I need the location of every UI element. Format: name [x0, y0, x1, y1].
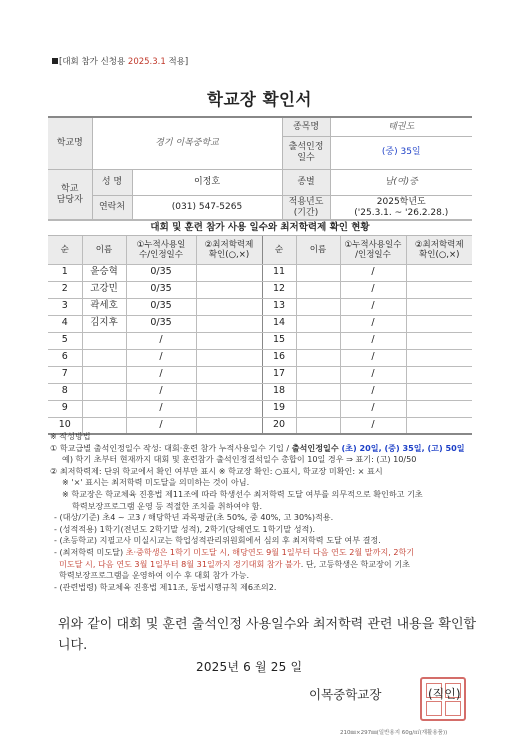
guide-line-13: - (관련법령) 학교체육 진흥법 제11조, 동법시행규칙 제6조의2. [54, 581, 277, 592]
table-row [48, 383, 472, 400]
days-used: / [340, 417, 406, 434]
principal-name: 이목중학교장 [309, 687, 382, 702]
row-number: 6 [48, 349, 82, 366]
academic-check [406, 400, 472, 417]
days-used: 0/35 [126, 281, 196, 298]
days-used: / [126, 417, 196, 434]
col-header-days-right-line2: /인정일수 [355, 249, 391, 260]
section-title: 대회 및 훈련 참가 사용 일수와 최저학력제 확인 현황 [48, 219, 472, 236]
row-number: 20 [262, 417, 296, 434]
col-header-academic-right-line2: 확인(○,×) [419, 249, 460, 260]
academic-check [196, 366, 262, 383]
guide-line-1 [50, 443, 490, 455]
row-number: 12 [262, 281, 296, 298]
athlete-name [296, 400, 340, 417]
days-label [282, 136, 330, 169]
col-header-no: 순 [48, 236, 82, 264]
school-value: 경기 이목중학교 [92, 117, 282, 169]
athlete-name: 김지후 [82, 315, 126, 332]
row-number: 7 [48, 366, 82, 383]
athlete-name: 곽세호 [82, 298, 126, 315]
athlete-name [82, 349, 126, 366]
days-used: / [340, 366, 406, 383]
days-label-line1: 출석인정 [288, 142, 324, 153]
academic-check [406, 281, 472, 298]
days-used: / [340, 349, 406, 366]
header-prefix: [대회 참가 신청용 [59, 57, 128, 67]
days-used: / [340, 332, 406, 349]
academic-check [196, 332, 262, 349]
academic-check [196, 281, 262, 298]
row-number: 8 [48, 383, 82, 400]
confirmation-text: 위와 같이 대회 및 훈련 출석인정 사용일수와 최저학력 관련 내용을 확인합니다. [58, 617, 477, 653]
academic-check [406, 315, 472, 332]
col-header-days-right-line1: ①누적사용일수 [344, 239, 402, 250]
row-number: 9 [48, 400, 82, 417]
year-value-line2: ('25.3.1. ~ '26.2.28.) [354, 207, 449, 218]
athlete-name [82, 366, 126, 383]
year-label [282, 195, 330, 220]
manager-label [48, 169, 92, 220]
athlete-name: 고강민 [82, 281, 126, 298]
guide-line-5: ※ 학교장은 학교체육 진흥법 제11조에 따라 학생선수 최저학력 도달 여부를 의무적으로 확인하고 기초 [62, 488, 423, 499]
athlete-name [82, 400, 126, 417]
table-row [48, 281, 472, 298]
row-number: 2 [48, 281, 82, 298]
year-value-line1: 2025학년도 [376, 197, 426, 208]
days-used: / [340, 281, 406, 298]
days-used: / [340, 400, 406, 417]
sign-date: 2025년 6 월 25 일 [196, 660, 303, 674]
guide-line-11-text: . 단, 고등학생은 학교장이 기초 [300, 558, 410, 569]
guide-heading: ※ 작성방법 [50, 431, 91, 441]
sport-value: 태권도 [330, 117, 472, 136]
table-row [48, 264, 472, 281]
academic-check [196, 298, 262, 315]
guide-line-2: 예) 학기 초부터 현재까지 대회 및 훈련참가 출석인정결석일수 총합이 10일 경우 ⇒ 표기: (고) 10/50 [62, 454, 417, 465]
days-used: / [126, 383, 196, 400]
table-row [48, 400, 472, 417]
days-used: / [340, 383, 406, 400]
col-header-academic [196, 236, 262, 264]
col-header-name-right: 이름 [296, 236, 340, 264]
row-number: 5 [48, 332, 82, 349]
table-row [48, 298, 472, 315]
contact-value: (031) 547-5265 [132, 195, 282, 220]
row-number: 15 [262, 332, 296, 349]
athlete-name [296, 366, 340, 383]
academic-check [406, 383, 472, 400]
col-header-days-right [340, 236, 406, 264]
academic-check [406, 264, 472, 281]
academic-check [406, 349, 472, 366]
athlete-name [296, 315, 340, 332]
academic-check [196, 315, 262, 332]
athlete-name [296, 281, 340, 298]
athlete-name [296, 349, 340, 366]
year-label-line1: 적용년도 [288, 197, 324, 208]
guide-line-1-text: ① 학교급별 출석인정일수 작성: 대회·훈련 참가 누적사용일수 기입 / [50, 442, 292, 453]
row-number: 14 [262, 315, 296, 332]
days-used: 0/35 [126, 298, 196, 315]
guide-line-10 [50, 547, 490, 559]
days-used: / [126, 349, 196, 366]
col-header-name: 이름 [82, 236, 126, 264]
row-number: 13 [262, 298, 296, 315]
status-table [48, 236, 472, 435]
guide-line-6: 학력보장프로그램 운영 등 적절한 조치를 취하여야 함. [72, 500, 263, 511]
days-label-line2: 일수 [297, 152, 315, 163]
academic-check [406, 332, 472, 349]
athlete-name [82, 383, 126, 400]
academic-check [196, 349, 262, 366]
academic-check [196, 383, 262, 400]
guide-line-11-red: 미도달 시, 다음 연도 3월 1일부터 8월 31일까지 경기대회 참가 불가 [59, 558, 301, 569]
school-label: 학교명 [48, 117, 92, 169]
col-header-days [126, 236, 196, 264]
guide-line-9: - (초등학교) 지필고사 미실시교는 학업성적관리위원회에서 심의 후 최저학력 도달 여부 결정. [54, 535, 381, 546]
athlete-name [296, 264, 340, 281]
days-value: (중) 35일 [330, 136, 472, 169]
row-number: 3 [48, 298, 82, 315]
guide-line-7: - (대상/기준) 초4 ~ 고3 / 해당학년 과목평균(초 50%, 중 40%, 고 30%)적용. [54, 512, 334, 523]
athlete-name: 윤승혁 [82, 264, 126, 281]
guide-line-1-bold: 출석인정일수 [291, 442, 342, 453]
guide-line-1-blue: (초) 20일, (중) 35일, (고) 50일 [341, 442, 465, 453]
manager-label-line1: 학교 [61, 184, 79, 195]
guide-line-3: ② 최저학력제: 단위 학교에서 확인 여부만 표시 ※ 학교장 확인: ○표시, 학교장 미확인: × 표시 [50, 465, 383, 476]
sport-label: 종목명 [282, 117, 330, 136]
row-number: 16 [262, 349, 296, 366]
guide-line-4: ※ '×' 표시는 최저학력 미도달을 의미하는 것이 아님. [62, 477, 250, 488]
days-used: / [340, 264, 406, 281]
academic-check [406, 366, 472, 383]
col-header-days-line2: 수/인정일수 [139, 249, 183, 260]
header-date: 2025.3.1 [127, 57, 166, 67]
academic-check [196, 264, 262, 281]
row-number: 1 [48, 264, 82, 281]
col-header-no-right: 순 [262, 236, 296, 264]
header-suffix: 적용] [165, 57, 189, 67]
days-used: 0/35 [126, 264, 196, 281]
table-row [48, 315, 472, 332]
col-header-academic-right [406, 236, 472, 264]
days-used: 0/35 [126, 315, 196, 332]
name-label: 성 명 [92, 169, 132, 195]
athlete-name [296, 332, 340, 349]
days-used: / [126, 400, 196, 417]
seal-label: (직인) [428, 687, 461, 701]
paper-size-note: 210㎜×297㎜(일반용지 60g/㎡(재활용품)) [340, 730, 448, 736]
guide-line-8: - (성적적용) 1학기(전년도 2학기말 성적), 2학기(당해연도 1학기말 성적). [54, 523, 316, 534]
row-number: 10 [48, 417, 82, 434]
row-number: 4 [48, 315, 82, 332]
athlete-name [82, 332, 126, 349]
name-value: 이정호 [132, 169, 282, 195]
gender-value: 남(여)중 [330, 169, 472, 195]
year-value [330, 195, 472, 220]
row-number: 19 [262, 400, 296, 417]
year-label-line2: (기간) [293, 207, 319, 218]
document-title: 학교장 확인서 [207, 90, 312, 109]
table-row [48, 349, 472, 366]
athlete-name [296, 298, 340, 315]
academic-check [196, 400, 262, 417]
col-header-academic-right-line1: ②최저학력제 [414, 239, 464, 250]
athlete-name [296, 383, 340, 400]
manager-label-line2: 담당자 [56, 194, 83, 205]
guide-line-12: 학력보장프로그램을 운영하여 이수 후 대회 참가 가능. [59, 570, 250, 581]
writing-guide [50, 431, 490, 593]
table-row [48, 332, 472, 349]
guide-line-11 [50, 559, 490, 571]
days-used: / [340, 315, 406, 332]
row-number: 11 [262, 264, 296, 281]
contact-label: 연락처 [92, 195, 132, 220]
form-header [52, 55, 188, 67]
days-used: / [126, 366, 196, 383]
academic-check [406, 298, 472, 315]
col-header-academic-line2: 확인(○,×) [208, 249, 250, 260]
guide-line-10-red: 초·중학생은 1학기 미도달 시, 해당연도 9월 1일부터 다음 연도 2월 말까지, 2학기 [125, 546, 415, 557]
table-row [48, 366, 472, 383]
gender-label: 종별 [282, 169, 330, 195]
row-number: 18 [262, 383, 296, 400]
days-used: / [340, 298, 406, 315]
col-header-days-line1: ①누적사용일 [136, 239, 186, 250]
guide-line-10-text: - (최저학력 미도달) [54, 546, 126, 557]
square-bullet-icon [52, 58, 58, 64]
col-header-academic-line1: ②최저학력제 [204, 239, 254, 250]
row-number: 17 [262, 366, 296, 383]
days-used: / [126, 332, 196, 349]
info-table [48, 116, 472, 221]
